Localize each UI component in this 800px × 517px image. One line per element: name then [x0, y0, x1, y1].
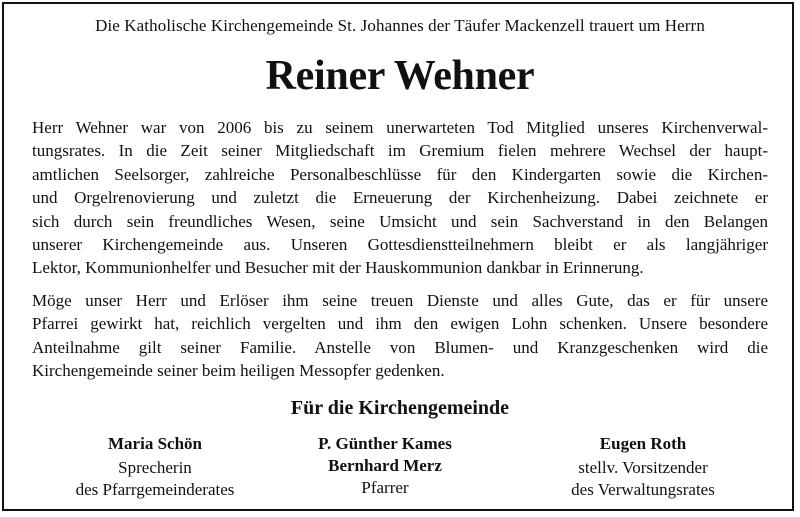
- paragraph-line: Möge unser Herr und Erlöser ihm seine treuen Dienste und alles Gute, das er für unsere: [32, 291, 768, 310]
- signatory-role: des Pfarrgemeinderates: [75, 480, 235, 499]
- paragraph-line: unserer Kirchengemeinde aus. Unseren Gottesdienstteilnehmern bleibt er als langjähriger: [32, 235, 768, 255]
- paragraph-line: Anteilnahme gilt seiner Familie. Anstelle von Blumen- und Kranzgeschenken wird die: [32, 337, 768, 357]
- deceased-name: Reiner Wehner: [265, 53, 535, 99]
- paragraph-line: tungsrates. In die Zeit seiner Mitgliedschaft im Gremium fielen mehrere Wechsel der haupt-: [32, 141, 768, 161]
- paragraph-blessing: [32, 289, 768, 383]
- paragraph-line: Lektor, Kommunionhelfer und Besucher mit der Hauskommunion dankbar in Erinnerung.: [32, 258, 644, 278]
- signatory-role: Sprecherin: [118, 458, 192, 477]
- paragraph-line: Pfarrei gewirkt hat, reichlich vergelten und ihm den ewigen Lohn schenken. Unsere besondere: [32, 314, 768, 334]
- paragraph-line: sich durch sein freundliches Wesen, seine Umsicht und sein Sachverstand in den Belangen: [32, 211, 768, 231]
- signatory-pastors: [260, 433, 510, 499]
- paragraph-line: amtlichen Seelsorger, zahlreiche Personalbeschlüsse für den Kindergarten sowie die Kirchen-: [32, 164, 768, 184]
- paragraph-tribute: [32, 116, 768, 280]
- signatory-role: stellv. Vorsitzender: [578, 458, 708, 477]
- signatory-name: Bernhard Merz: [328, 456, 442, 475]
- signatory-role: Pfarrer: [361, 478, 409, 497]
- signatory-vice-chair: [518, 433, 768, 501]
- paragraph-line: Herr Wehner war von 2006 bis zu seinem unerwarteten Tod Mitglied unseres Kirchenverwal-: [32, 118, 768, 137]
- signatory-speaker: [30, 433, 280, 501]
- paragraph-line: Kirchengemeinde seiner beim heiligen Messopfer gedenken.: [32, 361, 445, 381]
- paragraph-line: und Orgelrenovierung und zuletzt die Erneuerung der Kirchenheizung. Dabei zeichnete er: [32, 188, 768, 208]
- signatory-name: P. Günther Kames: [318, 434, 452, 453]
- signatory-name: Maria Schön: [108, 434, 202, 453]
- signatory-role: des Verwaltungsrates: [571, 480, 715, 499]
- for-parish-heading: Für die Kirchengemeinde: [290, 397, 510, 419]
- signatory-name: Eugen Roth: [599, 434, 687, 453]
- intro-line: Die Katholische Kirchengemeinde St. Johannes der Täufer Mackenzell trauert um Herrn: [95, 16, 705, 35]
